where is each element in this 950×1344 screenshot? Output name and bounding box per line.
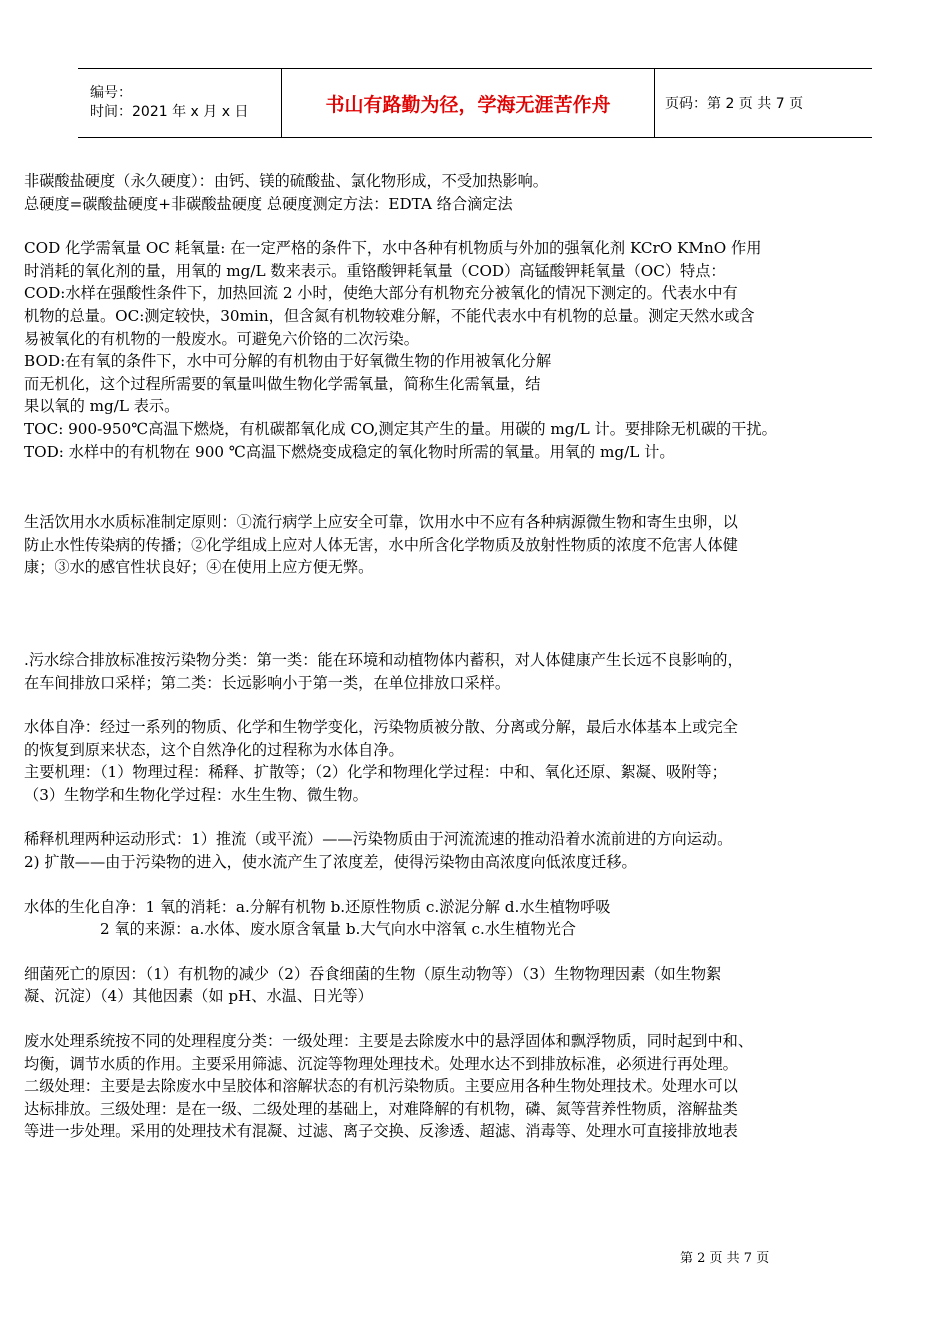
document-body [24, 170, 936, 1143]
text-line: 水体的生化自净：1 氧的消耗：a.分解有机物 b.还原性物质 c.淤泥分解 d.水生植物呼吸 [24, 897, 611, 916]
text-line: 总硬度=碳酸盐硬度+非碳酸盐硬度 总硬度测定方法：EDTA 络合滴定法 [24, 194, 513, 213]
page-header [78, 68, 872, 138]
text-line: COD 化学需氧量 OC 耗氧量: 在一定严格的条件下，水中各种有机物质与外加的强氧化剂 KCrO KMnO 作用 [24, 239, 762, 258]
text-line: 易被氧化的有机物的一般废水。可避免六价铬的二次污染。 [24, 329, 419, 348]
text-line: 2) 扩散——由于污染物的进入，使水流产生了浓度差，使得污染物由高浓度向低浓度迁移。 [24, 853, 637, 872]
header-meta [78, 69, 282, 137]
text-line: 防止水性传染病的传播；②化学组成上应对人体无害，水中所含化学物质及放射性物质的浓度不危害人体健 [24, 535, 738, 554]
text-line: 凝、沉淀）（4）其他因素（如 pH、水温、日光等） [24, 987, 373, 1006]
text-line: BOD:在有氧的条件下，水中可分解的有机物由于好氧微生物的作用被氧化分解 [24, 352, 552, 371]
text-line: 而无机化，这个过程所需要的氧量叫做生物化学需氧量，简称生化需氧量，结 [24, 374, 541, 393]
text-line: 时消耗的氧化剂的量，用氧的 mg/L 数来表示。重铬酸钾耗氧量（COD）高锰酸钾耗氧量（OC）特点： [24, 261, 726, 280]
header-motto: 书山有路勤为径，学海无涯苦作舟 [282, 69, 655, 137]
document-time-label: 时间：2021 年 x 月 x 日 [90, 104, 249, 120]
text-line: 达标排放。三级处理：是在一级、二级处理的基础上，对难降解的有机物，磷、氮等营养性物质，溶解盐类 [24, 1099, 738, 1118]
text-line: 二级处理：主要是去除废水中呈胶体和溶解状态的有机污染物质。主要应用各种生物处理技术。处理水可以 [24, 1077, 738, 1096]
text-line: 水体自净：经过一系列的物质、化学和生物学变化，污染物质被分散、分离或分解，最后水体基本上或完全 [24, 718, 738, 737]
header-page-info: 页码：第 2 页 共 7 页 [665, 96, 804, 112]
text-line: 非碳酸盐硬度（永久硬度）：由钙、镁的硫酸盐、氯化物形成，不受加热影响。 [24, 172, 548, 190]
text-line: 均衡，调节水质的作用。主要采用筛滤、沉淀等物理处理技术。处理水达不到排放标准，必须进行再处理。 [24, 1054, 738, 1073]
text-line: 在车间排放口采样；第二类：长远影响小于第一类，在单位排放口采样。 [24, 673, 510, 692]
text-line: 机物的总量。OC:测定较快，30min，但含氮有机物较难分解，不能代表水中有机物的总量。测定天然水或含 [24, 306, 755, 325]
text-line: 的恢复到原来状态，这个自然净化的过程称为水体自净。 [24, 740, 404, 759]
text-line: 稀释机理两种运动形式：1）推流（或平流）——污染物质由于河流流速的推动沿着水流前进的方向运动。 [24, 830, 733, 849]
text-line: 2 氧的来源：a.水体、废水原含氧量 b.大气向水中溶氧 c.水生植物光合 [100, 920, 576, 939]
text-line: 果以氧的 mg/L 表示。 [24, 397, 180, 416]
text-line: 等进一步处理。采用的处理技术有混凝、过滤、离子交换、反渗透、超滤、消毒等、处理水可直接排放地表 [24, 1122, 738, 1141]
document-number-label: 编号： [90, 85, 132, 101]
text-line: 废水处理系统按不同的处理程度分类：一级处理：主要是去除废水中的悬浮固体和飘浮物质，同时起到中和、 [24, 1032, 753, 1051]
text-line: TOD: 水样中的有机物在 900 ℃高温下燃烧变成稳定的氧化物时所需的氧量。用氧的 mg/L 计。 [24, 442, 675, 461]
text-line: 生活饮用水水质标准制定原则：①流行病学上应安全可靠，饮用水中不应有各种病源微生物和寄生虫卵，以 [24, 513, 738, 532]
page-footer: 第 2 页 共 7 页 [680, 1251, 770, 1266]
text-line: 细菌死亡的原因：（1）有机物的减少（2）吞食细菌的生物（原生动物等）（3）生物物理因素（如生物絮 [24, 964, 722, 983]
text-line: TOC: 900-950℃高温下燃烧，有机碳都氧化成 CO,测定其产生的量。用碳的 mg/L 计。要排除无机碳的干扰。 [24, 419, 777, 438]
text-line: （3）生物学和生物化学过程：水生生物、微生物。 [24, 785, 368, 804]
text-line: 主要机理：（1）物理过程：稀释、扩散等；（2）化学和物理化学过程：中和、氧化还原、絮凝、吸附等； [24, 763, 727, 782]
text-line: 康；③水的感官性状良好；④在使用上应方便无弊。 [24, 558, 374, 577]
text-line: COD:水样在强酸性条件下，加热回流 2 小时，使绝大部分有机物充分被氧化的情况下测定的。代表水中有 [24, 284, 738, 303]
text-line: .污水综合排放标准按污染物分类：第一类：能在环境和动植物体内蓄积，对人体健康产生长远不良影响的， [24, 650, 743, 669]
